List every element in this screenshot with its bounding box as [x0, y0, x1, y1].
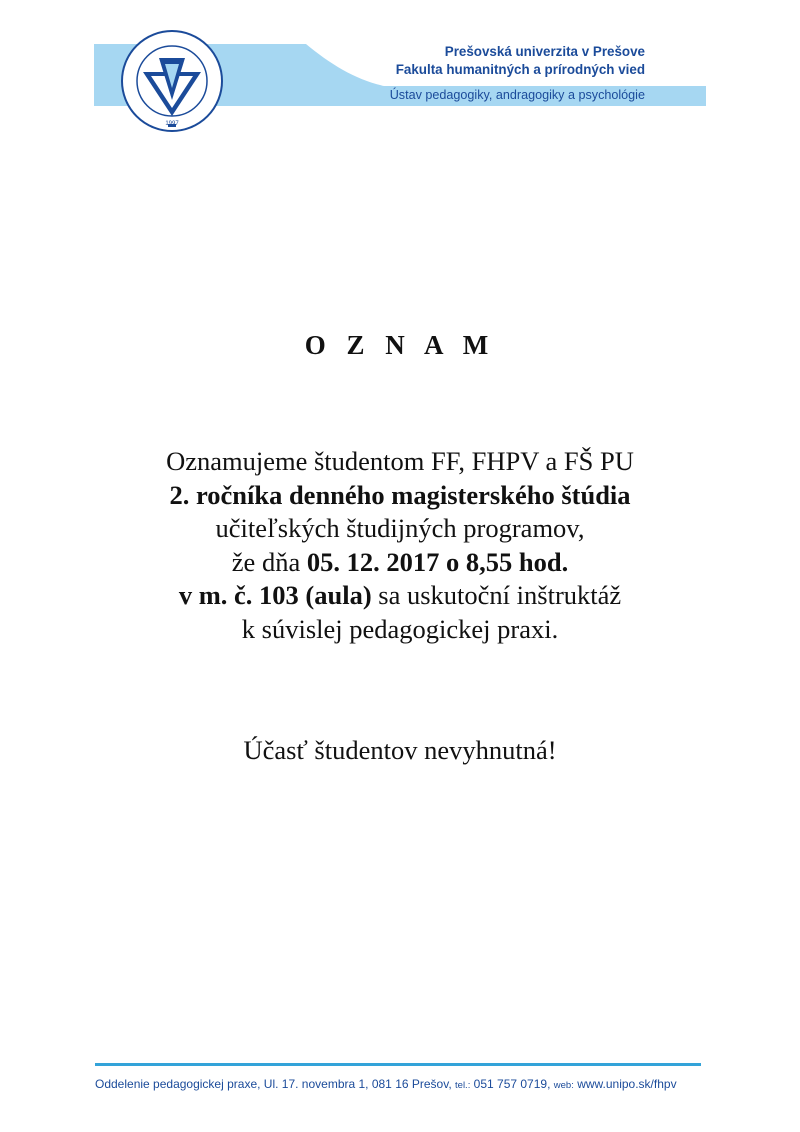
footer-address: Oddelenie pedagogickej praxe, Ul. 17. novembra 1, 081 16 Prešov,	[95, 1077, 452, 1091]
notice-line-4	[0, 546, 800, 580]
notice-line-3: učiteľských študijných programov,	[215, 513, 585, 543]
notice-line-4-prefix: že dňa	[231, 546, 307, 577]
notice-line-1: Oznamujeme študentom FF, FHPV a FŠ PU	[166, 446, 634, 476]
footer-tel-label: tel.:	[455, 1080, 471, 1091]
notice-line-5-suffix: sa uskutoční inštruktáž	[371, 580, 622, 610]
footer-web-label: web:	[553, 1080, 574, 1091]
notice-date-time: 05. 12. 2017 o 8,55 hod.	[306, 546, 569, 577]
faculty-logo	[121, 30, 223, 132]
department-name: Ústav pedagogiky, andragogiky a psychológie	[389, 88, 645, 102]
faculty-seal-icon	[121, 30, 223, 132]
footer-web-link[interactable]: www.unipo.sk/fhpv	[577, 1077, 677, 1091]
notice-line-6: k súvislej pedagogickej praxi.	[241, 613, 559, 644]
notice-closing: Účasť študentov nevyhnutná!	[243, 735, 557, 765]
footer-phone: 051 757 0719,	[473, 1077, 551, 1091]
footer-contact	[95, 1077, 707, 1091]
logo-year: 1997	[165, 121, 179, 127]
notice-line-2: 2. ročníka denného magisterského štúdia	[169, 479, 631, 510]
faculty-name: Fakulta humanitných a prírodných vied	[395, 62, 645, 77]
notice-title: O Z N A M	[304, 330, 496, 360]
footer-divider	[95, 1063, 701, 1066]
notice-body	[0, 445, 800, 646]
university-name: Prešovská univerzita v Prešove	[444, 44, 645, 59]
notice-room: v m. č. 103 (aula)	[178, 580, 372, 610]
notice-line-5	[0, 579, 800, 613]
